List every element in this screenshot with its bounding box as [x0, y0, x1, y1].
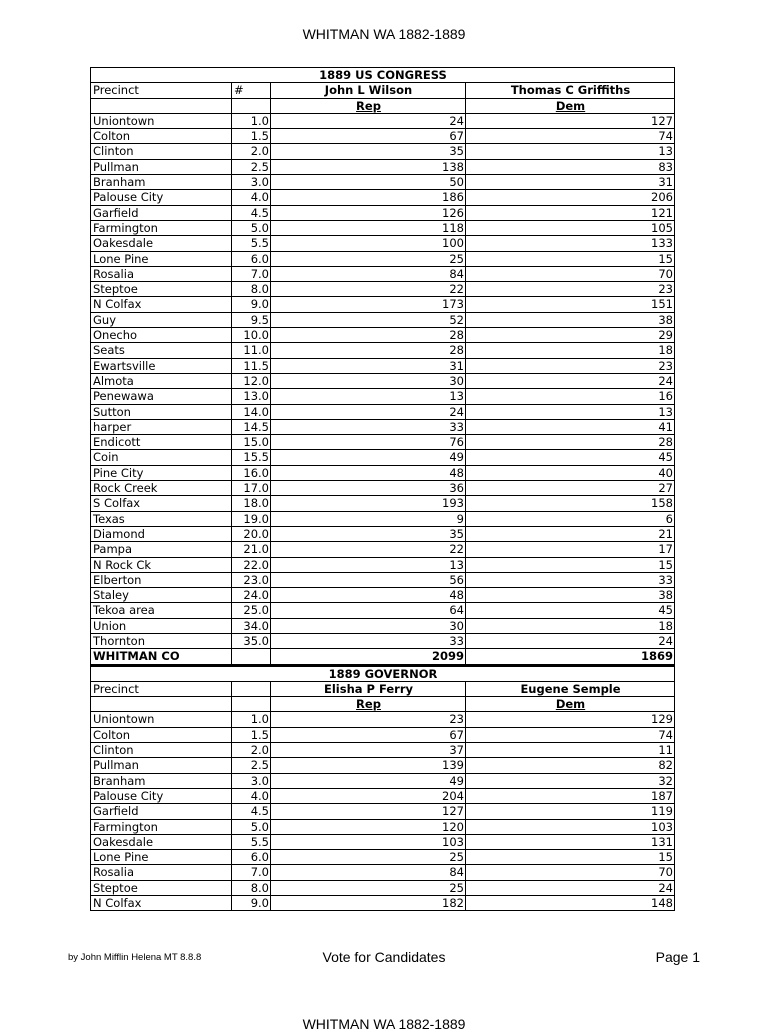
dem-votes: 16 [466, 389, 675, 404]
rep-votes: 13 [271, 557, 466, 572]
precinct-row [91, 190, 675, 205]
rep-votes: 120 [271, 819, 466, 834]
precinct-number: 9.0 [232, 297, 271, 312]
party2-label: Dem [555, 697, 586, 712]
precinct-header: Precinct [91, 83, 232, 98]
precinct-row [91, 727, 675, 742]
precinct-number: 24.0 [232, 588, 271, 603]
precinct-row [91, 251, 675, 266]
precinct-row [91, 205, 675, 220]
candidate2-header: Eugene Semple [466, 681, 675, 696]
rep-votes: 100 [271, 236, 466, 251]
precinct-number: 1.0 [232, 712, 271, 727]
precinct-name: Garfield [91, 804, 232, 819]
congress-header-row [91, 83, 675, 98]
precinct-row [91, 159, 675, 174]
precinct-row [91, 496, 675, 511]
dem-votes: 148 [466, 896, 675, 911]
precinct-number: 4.0 [232, 190, 271, 205]
precinct-name: Diamond [91, 526, 232, 541]
precinct-number: 1.5 [232, 727, 271, 742]
precinct-row [91, 266, 675, 281]
precinct-number: 11.0 [232, 343, 271, 358]
dem-votes: 38 [466, 312, 675, 327]
precinct-row [91, 129, 675, 144]
number-header: # [232, 83, 271, 98]
rep-votes: 49 [271, 773, 466, 788]
precinct-name: Pullman [91, 758, 232, 773]
rep-votes: 25 [271, 251, 466, 266]
precinct-name: Ewartsville [91, 358, 232, 373]
dem-votes: 23 [466, 358, 675, 373]
rep-votes: 33 [271, 419, 466, 434]
dem-votes: 187 [466, 788, 675, 803]
rep-votes: 22 [271, 282, 466, 297]
dem-votes: 15 [466, 251, 675, 266]
rep-votes: 76 [271, 435, 466, 450]
page-title: WHITMAN WA 1882-1889 [302, 26, 466, 42]
precinct-name: Staley [91, 588, 232, 603]
dem-votes: 27 [466, 481, 675, 496]
precinct-number: 23.0 [232, 572, 271, 587]
precinct-row [91, 865, 675, 880]
precinct-number: 1.5 [232, 129, 271, 144]
dem-votes: 129 [466, 712, 675, 727]
precinct-number: 12.0 [232, 373, 271, 388]
governor-party-row [91, 697, 675, 712]
dem-votes: 121 [466, 205, 675, 220]
precinct-name: Guy [91, 312, 232, 327]
rep-votes: 126 [271, 205, 466, 220]
precinct-row [91, 603, 675, 618]
precinct-name: Branham [91, 175, 232, 190]
precinct-number: 11.5 [232, 358, 271, 373]
precinct-name: Penewawa [91, 389, 232, 404]
precinct-number: 9.0 [232, 896, 271, 911]
precinct-number: 8.0 [232, 282, 271, 297]
precinct-row [91, 896, 675, 911]
precinct-name: S Colfax [91, 496, 232, 511]
precinct-number: 2.5 [232, 159, 271, 174]
precinct-number: 21.0 [232, 542, 271, 557]
dem-votes: 41 [466, 419, 675, 434]
precinct-name: Farmington [91, 819, 232, 834]
precinct-name: Almota [91, 373, 232, 388]
precinct-number: 14.0 [232, 404, 271, 419]
precinct-row [91, 542, 675, 557]
precinct-row [91, 373, 675, 388]
next-page-title: WHITMAN WA 1882-1889 [302, 1016, 466, 1032]
precinct-name: Clinton [91, 743, 232, 758]
governor-header-row [91, 681, 675, 696]
dem-votes: 158 [466, 496, 675, 511]
dem-votes: 31 [466, 175, 675, 190]
precinct-row [91, 804, 675, 819]
precinct-name: Endicott [91, 435, 232, 450]
precinct-name: Colton [91, 129, 232, 144]
rep-votes: 25 [271, 850, 466, 865]
rep-votes: 9 [271, 511, 466, 526]
precinct-number: 20.0 [232, 526, 271, 541]
dem-votes: 17 [466, 542, 675, 557]
rep-votes: 31 [271, 358, 466, 373]
rep-votes: 35 [271, 144, 466, 159]
rep-votes: 48 [271, 588, 466, 603]
precinct-row [91, 465, 675, 480]
rep-votes: 22 [271, 542, 466, 557]
dem-votes: 151 [466, 297, 675, 312]
precinct-number: 4.5 [232, 804, 271, 819]
precinct-name: N Rock Ck [91, 557, 232, 572]
precinct-number: 6.0 [232, 251, 271, 266]
precinct-name: Pine City [91, 465, 232, 480]
rep-votes: 139 [271, 758, 466, 773]
dem-votes: 131 [466, 834, 675, 849]
rep-votes: 30 [271, 618, 466, 633]
dem-votes: 15 [466, 850, 675, 865]
rep-votes: 13 [271, 389, 466, 404]
total-rep: 2099 [271, 649, 466, 665]
dem-votes: 18 [466, 343, 675, 358]
precinct-number: 17.0 [232, 481, 271, 496]
precinct-row [91, 220, 675, 235]
precinct-number: 8.0 [232, 880, 271, 895]
rep-votes: 33 [271, 633, 466, 648]
precinct-number: 7.0 [232, 266, 271, 281]
rep-votes: 118 [271, 220, 466, 235]
precinct-name: Colton [91, 727, 232, 742]
precinct-number: 14.5 [232, 419, 271, 434]
precinct-row [91, 819, 675, 834]
dem-votes: 127 [466, 113, 675, 128]
dem-votes: 206 [466, 190, 675, 205]
dem-votes: 38 [466, 588, 675, 603]
total-label: WHITMAN CO [91, 649, 232, 665]
rep-votes: 186 [271, 190, 466, 205]
dem-votes: 21 [466, 526, 675, 541]
dem-votes: 33 [466, 572, 675, 587]
footer-page-number: Page 1 [655, 949, 700, 965]
precinct-name: Coin [91, 450, 232, 465]
rep-votes: 84 [271, 266, 466, 281]
precinct-name: Uniontown [91, 712, 232, 727]
dem-votes: 133 [466, 236, 675, 251]
precinct-number: 7.0 [232, 865, 271, 880]
precinct-row [91, 618, 675, 633]
congress-section-title: 1889 US CONGRESS [91, 68, 675, 83]
rep-votes: 52 [271, 312, 466, 327]
precinct-row [91, 743, 675, 758]
precinct-number: 16.0 [232, 465, 271, 480]
dem-votes: 24 [466, 633, 675, 648]
rep-votes: 103 [271, 834, 466, 849]
rep-votes: 30 [271, 373, 466, 388]
precinct-name: Lone Pine [91, 850, 232, 865]
precinct-number: 25.0 [232, 603, 271, 618]
precinct-name: Sutton [91, 404, 232, 419]
party2-label: Dem [555, 98, 586, 113]
precinct-number: 15.5 [232, 450, 271, 465]
precinct-row [91, 282, 675, 297]
precinct-name: Steptoe [91, 282, 232, 297]
precinct-row [91, 633, 675, 648]
precinct-name: Oakesdale [91, 834, 232, 849]
footer-author: by John Mifflin Helena MT 8.8.8 [68, 952, 202, 963]
precinct-row [91, 773, 675, 788]
rep-votes: 84 [271, 865, 466, 880]
precinct-number: 2.0 [232, 144, 271, 159]
rep-votes: 50 [271, 175, 466, 190]
precinct-row [91, 758, 675, 773]
precinct-row [91, 712, 675, 727]
precinct-name: Union [91, 618, 232, 633]
dem-votes: 82 [466, 758, 675, 773]
precinct-number: 5.0 [232, 819, 271, 834]
party1-label: Rep [356, 98, 381, 113]
rep-votes: 138 [271, 159, 466, 174]
precinct-row [91, 572, 675, 587]
dem-votes: 83 [466, 159, 675, 174]
congress-total-row [91, 649, 675, 665]
precinct-row [91, 788, 675, 803]
congress-title-row [91, 68, 675, 83]
footer-title: Vote for Candidates [322, 949, 446, 965]
rep-votes: 173 [271, 297, 466, 312]
dem-votes: 24 [466, 373, 675, 388]
precinct-name: Seats [91, 343, 232, 358]
dem-votes: 13 [466, 404, 675, 419]
dem-votes: 32 [466, 773, 675, 788]
precinct-name: N Colfax [91, 896, 232, 911]
rep-votes: 37 [271, 743, 466, 758]
dem-votes: 13 [466, 144, 675, 159]
precinct-name: Steptoe [91, 880, 232, 895]
precinct-number: 1.0 [232, 113, 271, 128]
precinct-number: 6.0 [232, 850, 271, 865]
dem-votes: 6 [466, 511, 675, 526]
precinct-name: harper [91, 419, 232, 434]
precinct-number: 2.5 [232, 758, 271, 773]
rep-votes: 24 [271, 404, 466, 419]
governor-section-title: 1889 GOVERNOR [91, 665, 675, 681]
precinct-number: 4.5 [232, 205, 271, 220]
rep-votes: 193 [271, 496, 466, 511]
precinct-name: Thornton [91, 633, 232, 648]
precinct-name: Rosalia [91, 865, 232, 880]
precinct-name: Clinton [91, 144, 232, 159]
rep-votes: 49 [271, 450, 466, 465]
rep-votes: 182 [271, 896, 466, 911]
dem-votes: 70 [466, 865, 675, 880]
total-dem: 1869 [466, 649, 675, 665]
dem-votes: 18 [466, 618, 675, 633]
rep-votes: 67 [271, 727, 466, 742]
rep-votes: 64 [271, 603, 466, 618]
candidate1-header: Elisha P Ferry [271, 681, 466, 696]
precinct-row [91, 297, 675, 312]
dem-votes: 28 [466, 435, 675, 450]
precinct-name: Elberton [91, 572, 232, 587]
rep-votes: 24 [271, 113, 466, 128]
precinct-row [91, 880, 675, 895]
rep-votes: 204 [271, 788, 466, 803]
precinct-row [91, 435, 675, 450]
precinct-number: 35.0 [232, 633, 271, 648]
precinct-row [91, 236, 675, 251]
dem-votes: 29 [466, 328, 675, 343]
precinct-name: Uniontown [91, 113, 232, 128]
dem-votes: 74 [466, 727, 675, 742]
congress-party-row [91, 98, 675, 113]
precinct-number: 3.0 [232, 175, 271, 190]
rep-votes: 48 [271, 465, 466, 480]
dem-votes: 119 [466, 804, 675, 819]
candidate2-header: Thomas C Griffiths [466, 83, 675, 98]
precinct-number: 13.0 [232, 389, 271, 404]
rep-votes: 56 [271, 572, 466, 587]
precinct-row [91, 850, 675, 865]
rep-votes: 28 [271, 328, 466, 343]
dem-votes: 40 [466, 465, 675, 480]
precinct-row [91, 328, 675, 343]
dem-votes: 11 [466, 743, 675, 758]
precinct-name: N Colfax [91, 297, 232, 312]
party1-label: Rep [356, 697, 381, 712]
dem-votes: 70 [466, 266, 675, 281]
rep-votes: 67 [271, 129, 466, 144]
dem-votes: 45 [466, 603, 675, 618]
precinct-name: Branham [91, 773, 232, 788]
dem-votes: 15 [466, 557, 675, 572]
precinct-row [91, 481, 675, 496]
precinct-row [91, 175, 675, 190]
precinct-name: Garfield [91, 205, 232, 220]
precinct-name: Lone Pine [91, 251, 232, 266]
rep-votes: 35 [271, 526, 466, 541]
precinct-number: 5.5 [232, 236, 271, 251]
precinct-name: Rock Creek [91, 481, 232, 496]
precinct-row [91, 144, 675, 159]
precinct-row [91, 343, 675, 358]
precinct-name: Onecho [91, 328, 232, 343]
precinct-name: Farmington [91, 220, 232, 235]
precinct-row [91, 526, 675, 541]
dem-votes: 103 [466, 819, 675, 834]
precinct-name: Palouse City [91, 190, 232, 205]
precinct-number: 10.0 [232, 328, 271, 343]
precinct-row [91, 389, 675, 404]
precinct-number: 22.0 [232, 557, 271, 572]
precinct-row [91, 557, 675, 572]
precinct-name: Pampa [91, 542, 232, 557]
rep-votes: 25 [271, 880, 466, 895]
precinct-row [91, 834, 675, 849]
results-table [90, 67, 675, 911]
precinct-row [91, 358, 675, 373]
precinct-row [91, 113, 675, 128]
precinct-name: Tekoa area [91, 603, 232, 618]
rep-votes: 36 [271, 481, 466, 496]
precinct-number: 19.0 [232, 511, 271, 526]
precinct-number: 3.0 [232, 773, 271, 788]
precinct-number: 2.0 [232, 743, 271, 758]
precinct-row [91, 404, 675, 419]
precinct-name: Texas [91, 511, 232, 526]
precinct-number: 9.5 [232, 312, 271, 327]
governor-title-row [91, 665, 675, 681]
precinct-row [91, 450, 675, 465]
precinct-number: 5.0 [232, 220, 271, 235]
precinct-number: 34.0 [232, 618, 271, 633]
rep-votes: 23 [271, 712, 466, 727]
candidate1-header: John L Wilson [271, 83, 466, 98]
precinct-row [91, 312, 675, 327]
precinct-row [91, 419, 675, 434]
dem-votes: 45 [466, 450, 675, 465]
precinct-header: Precinct [91, 681, 232, 696]
dem-votes: 74 [466, 129, 675, 144]
rep-votes: 127 [271, 804, 466, 819]
dem-votes: 23 [466, 282, 675, 297]
dem-votes: 24 [466, 880, 675, 895]
precinct-number: 5.5 [232, 834, 271, 849]
precinct-number: 4.0 [232, 788, 271, 803]
precinct-number: 15.0 [232, 435, 271, 450]
precinct-row [91, 511, 675, 526]
dem-votes: 105 [466, 220, 675, 235]
rep-votes: 28 [271, 343, 466, 358]
precinct-name: Palouse City [91, 788, 232, 803]
precinct-row [91, 588, 675, 603]
precinct-name: Oakesdale [91, 236, 232, 251]
precinct-number: 18.0 [232, 496, 271, 511]
precinct-name: Rosalia [91, 266, 232, 281]
precinct-name: Pullman [91, 159, 232, 174]
